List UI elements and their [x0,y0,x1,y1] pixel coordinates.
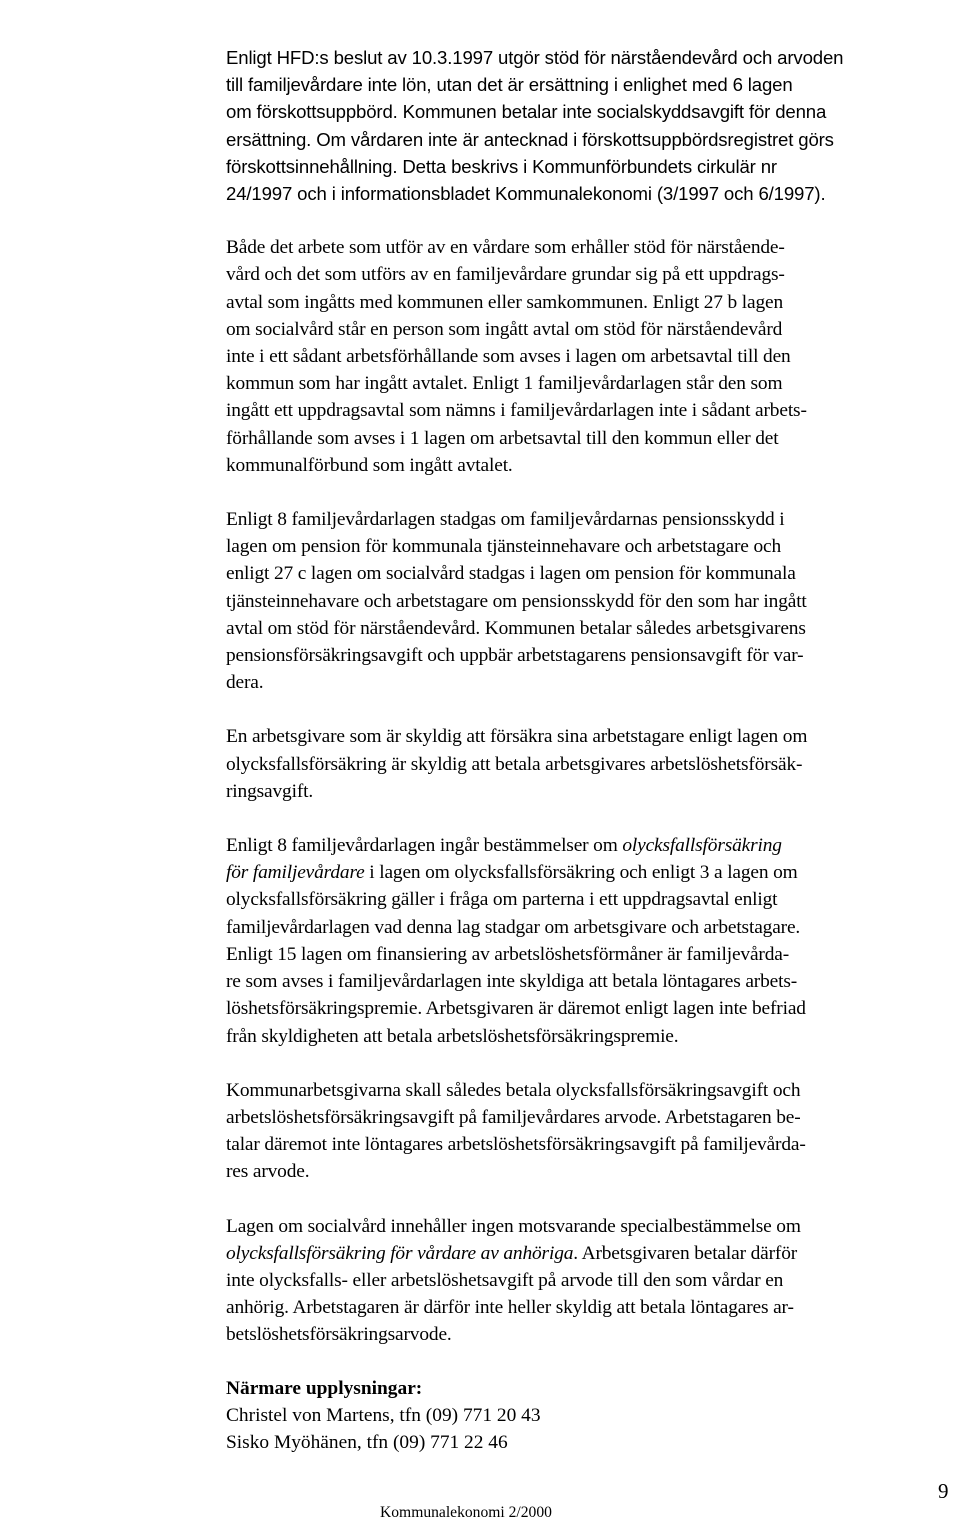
text-line: dera. [226,672,264,694]
text-segment: i lagen om olycksfallsförsäkring och enligt 3 a lagen om [364,862,798,884]
text-line: anhörig. Arbetstagaren är därför inte heller skyldig att betala löntagares ar- [226,1297,794,1319]
text-line: re som avses i familjevårdarlagen inte skyldiga att betala löntagares arbets- [226,971,798,993]
text-line: Lagen om socialvård innehåller ingen motsvarande specialbestämmelse om [226,1215,801,1237]
paragraph-pension-security [226,506,950,696]
text-line [226,859,950,886]
text-line: enligt 27 c lagen om socialvård stadgas i lagen om pension för kommunala [226,563,796,585]
text-line: inte olycksfalls- eller arbetslöshetsavgift på arvode till den som vårdar en [226,1269,784,1291]
text-line: olycksfallsförsäkring är skyldig att betala arbetsgivares arbetslöshetsförsäk- [226,753,803,775]
text-line: från skyldigheten att betala arbetslöshetsförsäkringspremie. [226,1025,679,1047]
text-line: kommunalförbund som ingått avtalet. [226,454,513,476]
text-line: lagen om pension för kommunala tjänsteinnehavare och arbetstagare och [226,536,781,558]
paragraph-unemployment-fee [226,723,950,805]
contact-person: Christel von Martens, tfn (09) 771 20 43 [226,1404,541,1426]
text-line: inte i ett sådant arbetsförhållande som avses i lagen om arbetsavtal till den [226,346,791,368]
paragraph-hfd-decision [226,44,950,207]
text-line: familjevårdarlagen vad denna lag stadgar om arbetsgivare och arbetstagare. [226,916,801,938]
text-line: avtal som ingåtts med kommunen eller samkommunen. Enligt 27 b lagen [226,291,784,313]
text-line [226,832,950,859]
text-line: förhållande som avses i 1 lagen om arbetsavtal till den kommun eller det [226,427,779,449]
text-line: ingått ett uppdragsavtal som nämns i familjevårdarlagen inte i sådant arbets- [226,400,807,422]
text-line: tjänsteinnehavare och arbetstagare om pensionsskydd för den som har ingått [226,590,807,612]
text-line: avtal om stöd för närståendevård. Kommunen betalar således arbetsgivarens [226,617,806,639]
text-line: arbetslöshetsförsäkringsavgift på familjevårdares arvode. Arbetstagaren be- [226,1106,801,1128]
text-line: Enligt HFD:s beslut av 10.3.1997 utgör stöd för närståendevård och arvoden [226,47,844,68]
text-line: om förskottsuppbörd. Kommunen betalar inte socialskyddsavgift för denna [226,101,827,123]
paragraph-employer-payments [226,1077,950,1186]
text-line: 24/1997 och i informationsbladet Kommunalekonomi (3/1997 och 6/1997). [226,183,826,205]
text-line: res arvode. [226,1161,310,1183]
contact-person: Sisko Myöhänen, tfn (09) 771 22 46 [226,1431,508,1453]
text-line: till familjevårdare inte lön, utan det är ersättning i enlighet med 6 lagen [226,74,793,96]
text-line: vård och det som utförs av en familjevårdare grundar sig på ett uppdrags- [226,264,785,286]
page-number: 9 [938,1479,949,1503]
italic-term: olycksfallsförsäkring [622,835,782,857]
text-segment: . Arbetsgivaren betalar därför [573,1242,798,1264]
text-line: Enligt 8 familjevårdarlagen stadgas om familjevårdarnas pensionsskydd i [226,509,785,531]
text-line: betslöshetsförsäkringsarvode. [226,1324,452,1346]
italic-term: olycksfallsförsäkring för vårdare av anhöriga [226,1242,574,1264]
contact-section [226,1375,950,1457]
text-line: förskottsinnehållning. Detta beskrivs i Kommunförbundets cirkulär nr [226,155,777,177]
text-line: Enligt 15 lagen om finansiering av arbetslöshetsförmåner är familjevårda- [226,943,790,965]
text-line: olycksfallsförsäkring gäller i fråga om parterna i ett uppdragsavtal enligt [226,889,778,911]
text-line: kommun som har ingått avtalet. Enligt 1 familjevårdarlagen står den som [226,373,783,395]
document-body [226,44,950,1456]
footer-publication: Kommunalekonomi 2/2000 [380,1504,552,1521]
paragraph-accident-insurance [226,832,950,1050]
text-line: Både det arbete som utför av en vårdare som erhåller stöd för närstående- [226,237,785,259]
paragraph-social-welfare-law [226,1213,950,1349]
text-line: om socialvård står en person som ingått avtal om stöd för närståendevård [226,318,783,340]
contact-heading: Närmare upplysningar: [226,1377,423,1399]
text-line: pensionsförsäkringsavgift och uppbär arbetstagarens pensionsavgift för var- [226,645,804,667]
text-line: talar däremot inte löntagares arbetslöshetsförsäkringsavgift på familjevårda- [226,1134,806,1156]
text-line: ringsavgift. [226,780,314,802]
text-line: En arbetsgivare som är skyldig att försäkra sina arbetstagare enligt lagen om [226,726,808,748]
text-line: ersättning. Om vårdaren inte är antecknad i förskottsuppbördsregistret görs [226,128,834,150]
text-line: Kommunarbetsgivarna skall således betala olycksfallsförsäkringsavgift och [226,1079,801,1101]
paragraph-assignment-contract [226,234,950,479]
italic-term: för familjevårdare [226,862,365,884]
text-line [226,1240,950,1267]
text-segment: Enligt 8 familjevårdarlagen ingår bestämmelser om [226,835,623,857]
text-line: löshetsförsäkringspremie. Arbetsgivaren är däremot enligt lagen inte befriad [226,998,806,1020]
